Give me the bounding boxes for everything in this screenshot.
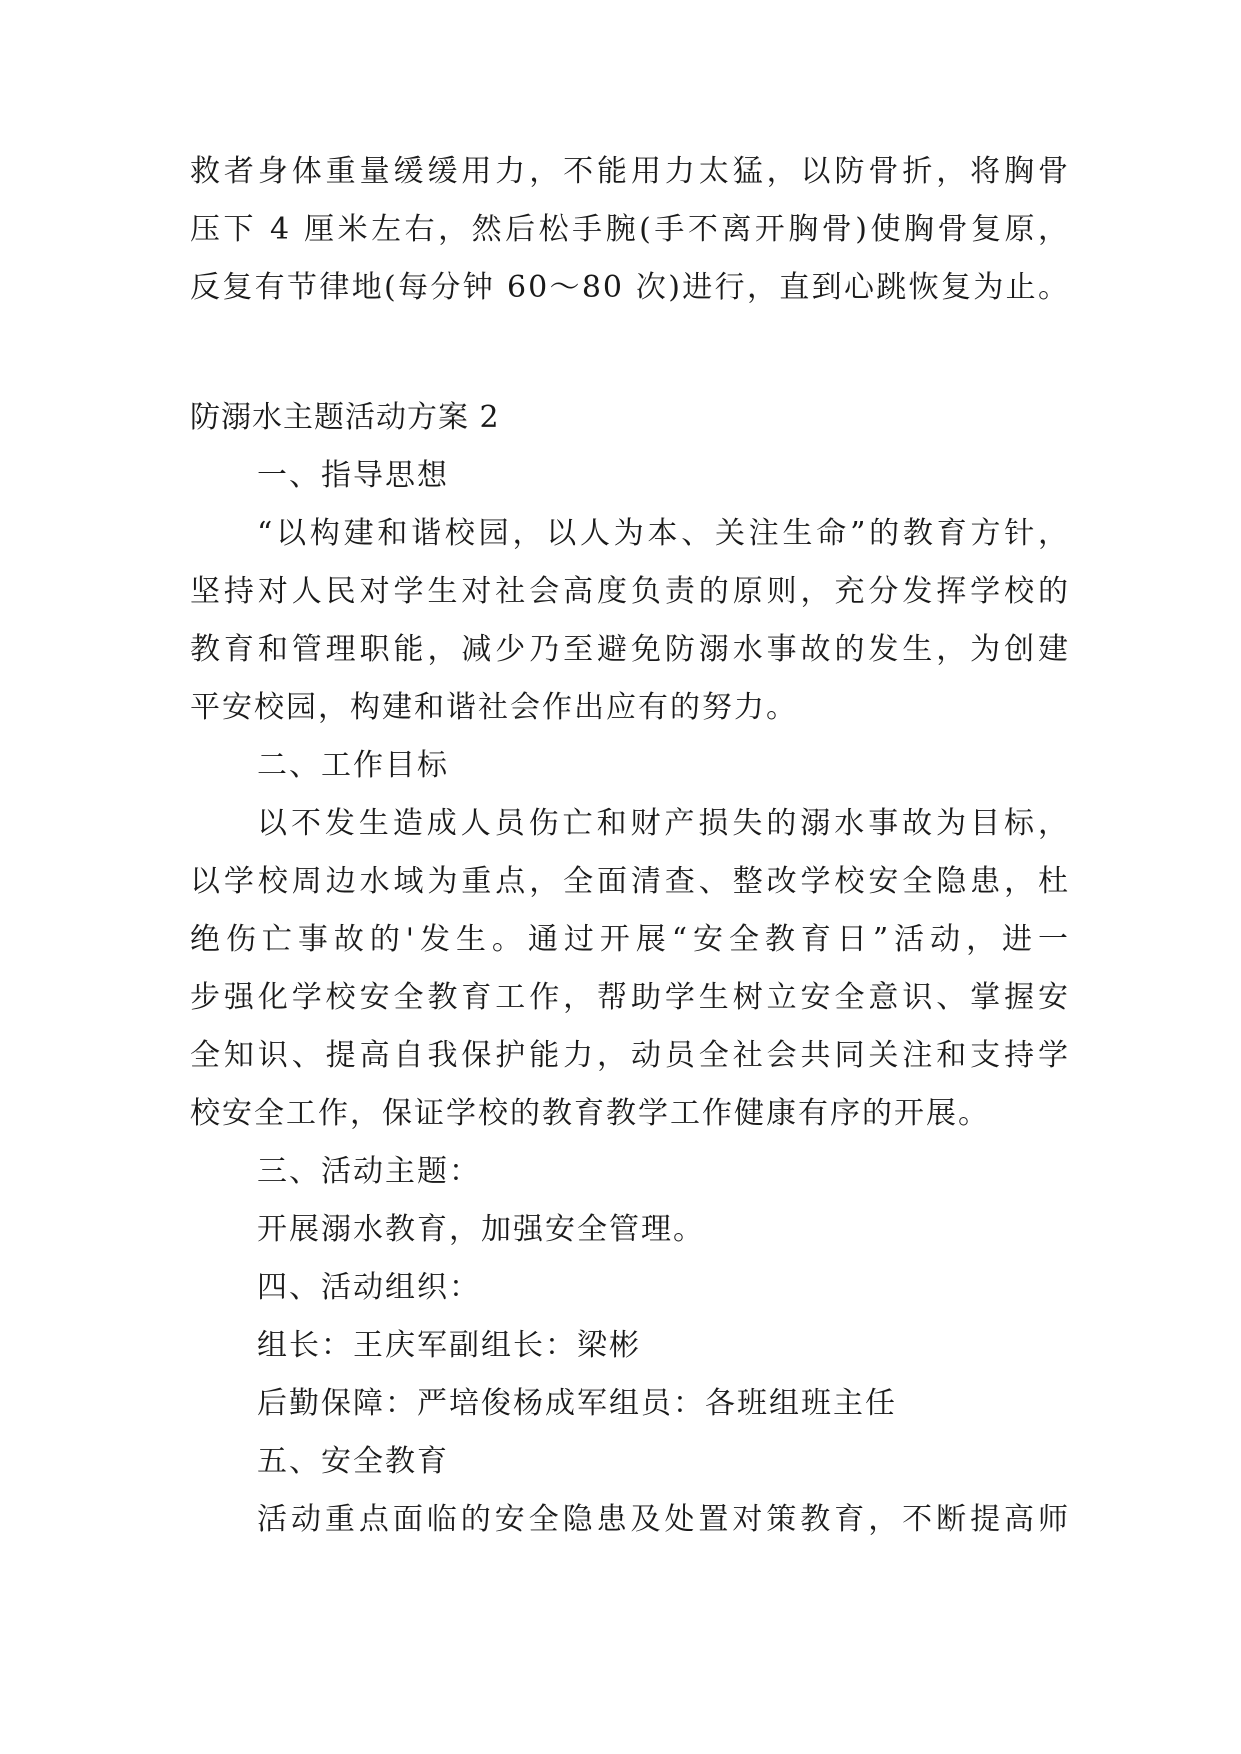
paragraph-line: 以学校周边水域为重点，全面清查、整改学校安全隐患，杜 <box>190 864 1070 899</box>
paragraph-line: 以不发生造成人员伤亡和财产损失的溺水事故为目标， <box>257 806 1070 841</box>
paragraph-line: 救者身体重量缓缓用力，不能用力太猛，以防骨折，将胸骨 <box>190 154 1070 189</box>
paragraph-line: 坚持对人民对学生对社会高度负责的原则，充分发挥学校的 <box>190 574 1070 609</box>
section-heading: 二、工作目标 <box>257 748 449 783</box>
paragraph-line: 组长：王庆军副组长：梁彬 <box>257 1328 641 1363</box>
section-heading: 四、活动组织： <box>257 1270 481 1305</box>
paragraph-line: 压下 4 厘米左右，然后松手腕(手不离开胸骨)使胸骨复原， <box>190 212 1070 247</box>
paragraph-line: “以构建和谐校园，以人为本、关注生命”的教育方针， <box>257 516 1070 551</box>
paragraph-line: 校安全工作，保证学校的教育教学工作健康有序的开展。 <box>190 1096 990 1131</box>
section-heading: 三、活动主题： <box>257 1154 481 1189</box>
paragraph-line: 平安校园，构建和谐社会作出应有的努力。 <box>190 690 798 725</box>
paragraph-line: 开展溺水教育，加强安全管理。 <box>257 1212 705 1247</box>
section-title: 防溺水主题活动方案 2 <box>190 400 500 435</box>
paragraph-line: 步强化学校安全教育工作，帮助学生树立安全意识、掌握安 <box>190 980 1070 1015</box>
paragraph-line: 反复有节律地(每分钟 60～80 次)进行，直到心跳恢复为止。 <box>190 270 1070 305</box>
paragraph-line: 活动重点面临的安全隐患及处置对策教育，不断提高师 <box>257 1502 1070 1537</box>
paragraph-line: 全知识、提高自我保护能力，动员全社会共同关注和支持学 <box>190 1038 1070 1073</box>
paragraph-line: 教育和管理职能，减少乃至避免防溺水事故的发生，为创建 <box>190 632 1070 667</box>
paragraph-line: 绝伤亡事故的'发生。通过开展“安全教育日”活动，进一 <box>190 922 1070 957</box>
paragraph-line: 后勤保障：严培俊杨成军组员：各班组班主任 <box>257 1386 897 1421</box>
section-heading: 一、指导思想 <box>257 458 449 493</box>
section-heading: 五、安全教育 <box>257 1444 449 1479</box>
